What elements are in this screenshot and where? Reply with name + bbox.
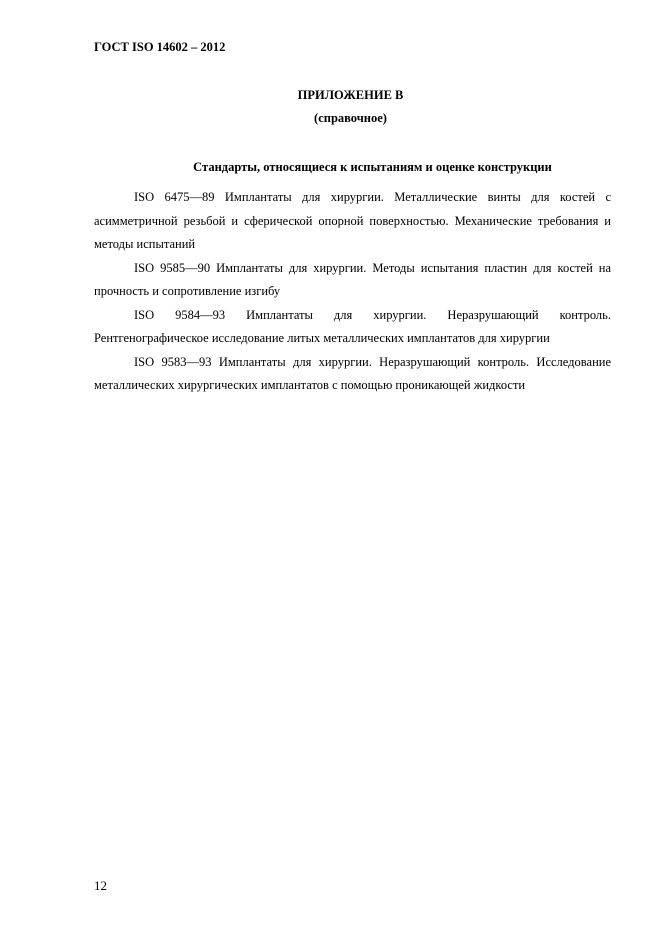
document-header: ГОСТ ISO 14602 – 2012	[94, 40, 226, 54]
reference-item: ISO 6475—89 Имплантаты для хирургии. Металлические винты для костей с асимметричной резьбой и сферической опорной поверхностью. Механические требования и методы испытаний	[94, 190, 611, 251]
reference-item: ISO 9585—90 Имплантаты для хирургии. Методы испытания пластин для костей на прочность и сопротивление изгибу	[94, 260, 611, 298]
page-number: 12	[94, 878, 107, 893]
reference-item: ISO 9583—93 Имплантаты для хирургии. Неразрушающий контроль. Исследование металлических хирургических имплантатов с помощью проникающей жидкости	[94, 354, 611, 392]
references-list	[94, 186, 611, 398]
reference-item: ISO 9584—93 Имплантаты для хирургии. Неразрушающий контроль. Рентгенографическое исследование литых металлических имплантатов для хирургии	[94, 307, 611, 345]
annex-title: ПРИЛОЖЕНИЕ В	[297, 88, 404, 102]
annex-status: (справочное)	[314, 111, 387, 125]
section-title: Стандарты, относящиеся к испытаниям и оценке конструкции	[193, 160, 552, 174]
